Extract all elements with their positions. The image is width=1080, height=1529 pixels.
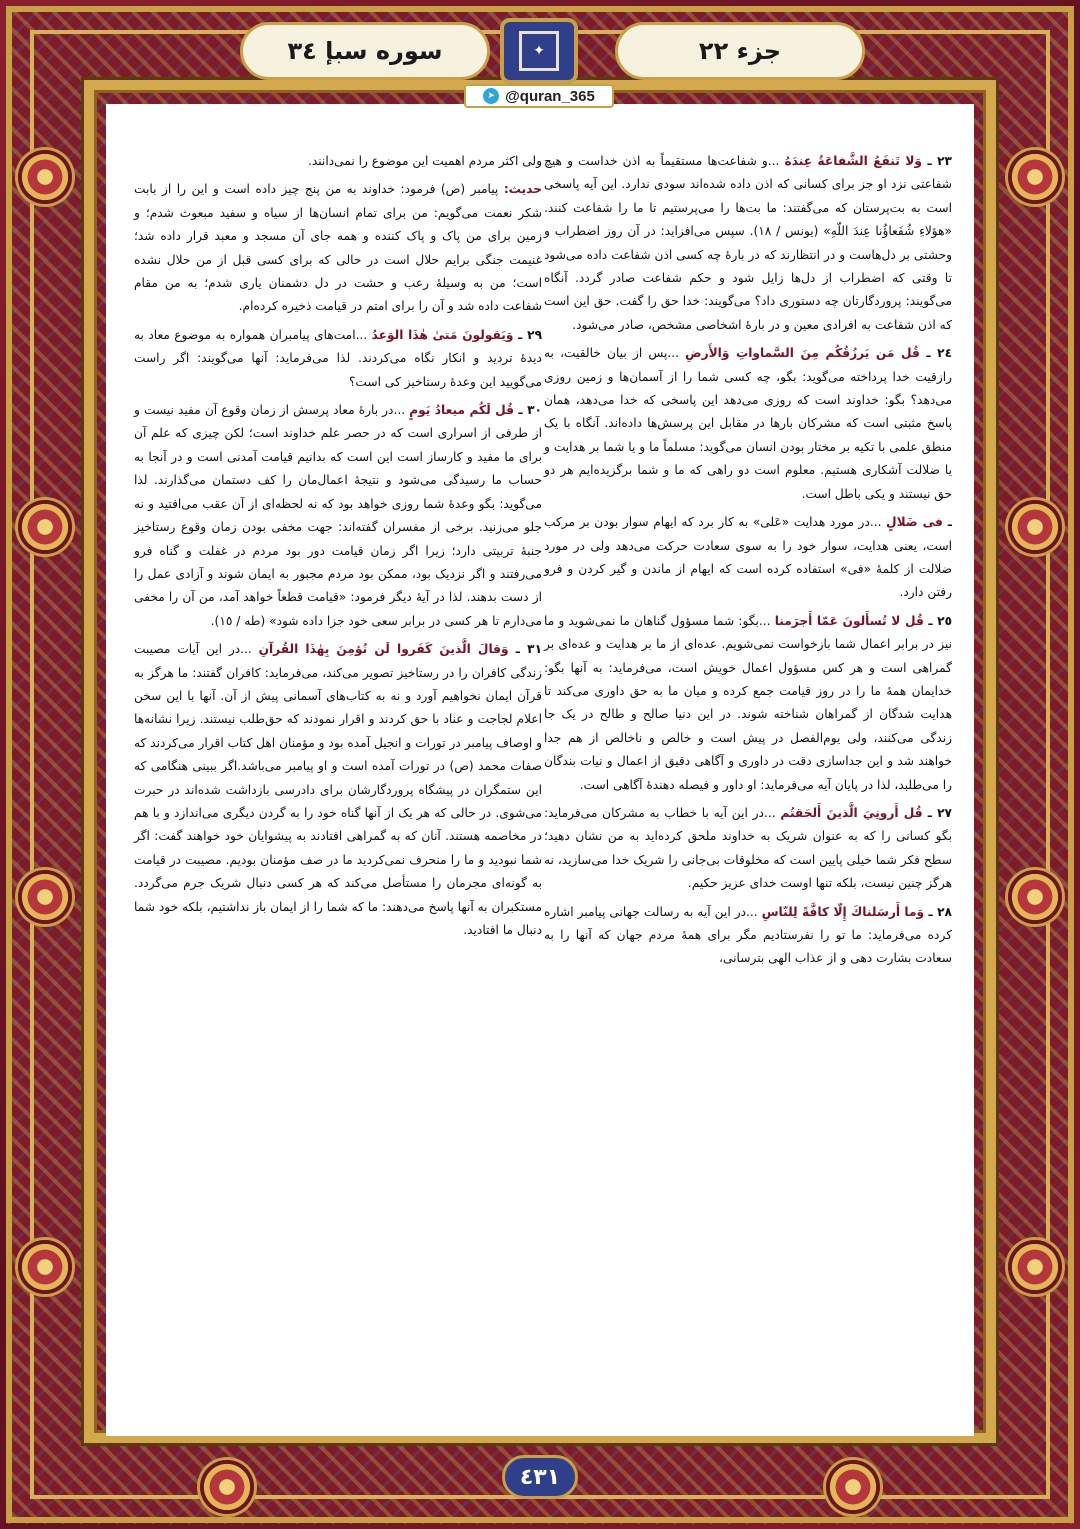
- commentary-paragraph: [134, 150, 542, 173]
- commentary-text: ولی اکثر مردم اهمیت این موضوع را نمی‌دانند.: [307, 154, 542, 168]
- verse-number: ٢٨ ـ: [924, 904, 952, 919]
- verse-arabic: وَقالَ الَّذينَ كَفَروا لَن نُؤمِنَ بِهٰذَا القُرآنِ: [258, 642, 509, 657]
- hadith-label: حدیث:: [503, 182, 542, 197]
- right-medallion-icon: [1008, 500, 1062, 554]
- left-medallion-icon: [18, 870, 72, 924]
- verse-number: ٢٧ ـ: [922, 805, 952, 820]
- commentary-paragraph: [544, 802, 952, 896]
- verse-number: ـ: [942, 515, 952, 530]
- right-medallion-icon: [1008, 870, 1062, 924]
- verse-arabic: وَما أَرسَلناكَ إِلّا كافَّةً لِلنّاسِ: [761, 904, 925, 919]
- commentary-paragraph: [134, 324, 542, 394]
- left-medallion-icon: [18, 1240, 72, 1294]
- logo: [500, 18, 578, 84]
- commentary-text: ...در بارهٔ معاد پرسش از زمان وقوع آن مفید نیست و از طرفی از اسراری است که در حصر علم خداوند است؛ لکن چیزی که علم آن برای ما مفید و کارساز است این است که بدانیم قیامت آمدنی است و در آنجا به حساب ما رسیدگی می‌شود و نتیجهٔ اعمال‌مان را کف دستمان می‌گذارند. لذا می‌گوید: بگو وعدهٔ شما روزی خواهد بود که نه لحظه‌ای از آن عقب می‌افتید و نه جلو می‌زنید. برخی از مفسران گفته‌اند: جهت مخفی بودن زمان وقوع رستاخیز جنبهٔ تربیتی دارد؛ زیرا اگر زمان قیامت دور بود مردم در غفلت و گناه فرو می‌رفتند و اگر نزدیک بود، ممکن بود مردم مجبور به ایمان شوند و آزادی عمل را از دست بدهند. لذا در آیهٔ دیگر فرمود: «قیامت قطعاً خواهد آمد، من آن را مخفی می‌دارم تا هر کسی در برابر سعی خود جزا داده شود» (طه / ١٥).: [134, 403, 542, 628]
- commentary-paragraph: [134, 399, 542, 633]
- page-number: ٤٣١: [502, 1455, 578, 1499]
- channel-tag[interactable]: [464, 84, 614, 108]
- commentary-text: پیامبر (ص) فرمود: خداوند به من پنج چیز داده است و این را از بابت شکر نعمت می‌گویم: من برای تمام انسان‌ها از سیاه و سفید مبعوث شدم؛ و زمین برای من پاک و پاک کننده و همه جای آن مسجد و معبد قرار داده شد؛ غنیمت جنگی برایم حلال است در حالی که برای کسی قبل از من حلال نشده است؛ من به وسیلهٔ رعب و حشت در دل دشمنان یاری شدم؛ به من مقام شفاعت داده شد و آن را برای امتم در قیامت ذخیره کرده‌ام.: [134, 182, 542, 314]
- right-medallion-icon: [1008, 150, 1062, 204]
- bottom-medallion-icon: [826, 1460, 880, 1514]
- verse-arabic: قُل أَرونِيَ الَّذينَ أَلحَقتُم: [780, 805, 923, 820]
- commentary-paragraph: [134, 178, 542, 318]
- surah-label: سوره سبإ ٣٤: [287, 37, 443, 65]
- calligraphy-logo-icon: ✦: [519, 31, 559, 71]
- juz-label-box: [615, 22, 865, 80]
- commentary-paragraph: [544, 511, 952, 605]
- commentary-paragraph: [544, 342, 952, 506]
- left-medallion-icon: [18, 500, 72, 554]
- bottom-medallion-icon: [200, 1460, 254, 1514]
- verse-number: ٣١ ـ: [508, 642, 543, 657]
- left-column: [134, 150, 542, 947]
- verse-arabic: قُل لَكُم ميعادُ يَومٍ: [409, 403, 515, 418]
- commentary-paragraph: [544, 901, 952, 971]
- verse-arabic: قُل لا تُسأَلونَ عَمّا أَجرَمنا: [774, 613, 924, 628]
- juz-label: جزء ٢٢: [698, 37, 782, 65]
- commentary-text: ...پس از بیان خالقیت، به رازقیت خدا پرداخته می‌گوید: بگو، چه کسی شما را از آسمان‌ها و زمین روزی می‌دهد؟ بگو: خداوند است که روزی می‌دهد این پاسخی که خدا می‌دهد، همان پاسخ مثبتی است که مشرکان بارها در مقابل این پرسش‌ها داده‌اند. آنگاه با یک منطق علمی با تکیه بر مختار بودن انسان می‌گوید: مسلماً ما و یا شما بر هدایت و یا ضلالت آشکاری هستیم. معلوم است دو راهی که ما و شما برگزیده‌ایم هر دو حق نیستند و یکی باطل است.: [544, 346, 952, 501]
- verse-arabic: فى ضَلالٍ: [886, 515, 943, 530]
- telegram-icon: ➤: [483, 88, 499, 104]
- commentary-text: ...بگو: شما مسؤول گناهان ما نمی‌شوید و ما نیز در برابر اعمال شما بازخواست نمی‌شویم. عده‌ای از ما بر هدایت و عده‌ای بر گمراهی است و هر کس مسؤول اعمال خویش است، می‌فرماید: به آنها بگو: خدایمان همهٔ ما را در روز قیامت جمع کرده و میان ما به حق داوری می‌کند تا هدایت شدگان از گمراهان شناخته شوند. در این دنیا صالح و طالح در یک جا زندگی می‌کنند، ولی یوم‌الفصل در پیش است و خالص و ناخالص از هم جدا خواهند شد و این جداسازی دقت در داوری و آگاهی دقیق از اعمال و نیات بندگان را می‌طلبد، لذا در پایان آیه می‌فرماید: او داور و فیصله دهندهٔ آگاهی است.: [544, 613, 952, 792]
- verse-arabic: وَلا تَنفَعُ الشَّفاعَةُ عِندَهُ: [784, 154, 922, 168]
- commentary-text: ...و شفاعت‌ها مستقیماً به اذن خداست و هیچ شفاعتی نزد او جز برای کسانی که اذن داده شده‌اند سودی ندارد. این آیه پاسخی است به بت‌پرستان که می‌گفتند: ما بت‌ها را می‌پرستیم تا ما را شفاعت کنند. «هؤلاءِ شُفَعاؤُنا عِندَ اللّهِ» (یونس / ١٨). سپس می‌افزاید: در آن روز اضطراب و وحشتی بر دل‌هاست و در انتظارند که در بارهٔ چه کسی اذن شفاعت داده می‌شود تا وقتی که اضطراب از دل‌ها زایل شود و حکم شفاعت صادر گردد. آنگاه می‌گویند: پروردگارتان چه دستوری داد؟ می‌گویند: خدا حق را گفت. حق این است که اذن شفاعت به افرادی معین و در بارهٔ اشخاصی مشخص، صادر می‌شود.: [544, 154, 952, 332]
- commentary-paragraph: [544, 150, 952, 337]
- right-column: [544, 150, 952, 976]
- verse-number: ٢٩ ـ: [513, 327, 543, 342]
- channel-handle: @quran_365: [505, 87, 595, 105]
- verse-number: ٢٤ ـ: [919, 346, 953, 361]
- commentary-text: ...در این آیات مصیبت زندگی کافران را در رستاخیز تصویر می‌کند، می‌فرماید: کافران گفتند: ما هرگز به قرآن ایمان نخواهیم آورد و نه به کتاب‌های آسمانی پیش از آن. آنها با این سخن اعلام لجاجت و عناد با حق کردند و اقرار نمودند که حق‌طلب نیستند. زیرا نشانه‌ها و اوصاف پیامبر در تورات و انجیل آمده بود و مؤمنان اهل کتاب اقرار می‌کردند که صفات محمد (ص) در تورات آمده است و او پیامبر مى‌باشد.اگر ببینی هنگامی که این ستمگران در پیشگاه پروردگارشان برای دادرسی بازداشت شده‌اند در حیرت می‌شوی. در حالی که هر یک از آنها گناه خود را به گردن دیگری می‌اندازد و با هم در مخاصمه هستند. آنان که به گمراهی افتادند به پیشوایان خود خواهند گفت: اگر شما نبودید و ما را منحرف نمی‌کردید ما در صف مؤمنان بودیم. مصیبت در قیامت به گونه‌ای مجرمان را مستأصل می‌کند که هر کسی دنبال شریک جرم می‌گردد. مستکبران به آنها پاسخ می‌دهند: ما که شما را از ایمان باز نداشتیم، بلکه خود شما دنبال ما افتادید.: [134, 642, 542, 937]
- verse-number: ٣٠ ـ: [514, 403, 542, 418]
- surah-label-box: [240, 22, 490, 80]
- verse-arabic: وَيَقولونَ مَتىٰ هٰذَا الوَعدُ: [371, 327, 514, 342]
- commentary-text: ...در این آیه با خطاب به مشرکان می‌فرماید: بگو کسانی را که به عنوان شریک به خداوند ملحق کرده‌اید به من نشان دهید؛ سطح فکر شما خیلی پایین است که مخلوقات بی‌جانی را شریک خدا می‌سازید، نه هرگز چنین نیست، بلکه تنها اوست خدای عزیز حکیم.: [544, 805, 952, 891]
- right-medallion-icon: [1008, 1240, 1062, 1294]
- left-medallion-icon: [18, 150, 72, 204]
- commentary-text: ...امت‌های پیامبران همواره به موضوع معاد به دیدهٔ تردید و انکار نگاه می‌کردند. لذا می‌فرماید: آنها می‌گویند: اگر راست می‌گویید این وعدهٔ رستاخیز کی است؟: [134, 327, 542, 389]
- verse-number: ٢٥ ـ: [923, 613, 953, 628]
- commentary-text: ...در این آیه به رسالت جهانی پیامبر اشاره کرده می‌فرماید: ما تو را نفرستادیم مگر برای همهٔ مردم جهان که آنها را به سعادت بشارت دهی و از عذاب الهی بترسانی،: [544, 904, 952, 966]
- verse-number: ٢٣ ـ: [921, 154, 952, 168]
- commentary-paragraph: [544, 610, 952, 797]
- verse-arabic: قُل مَن يَرزُقُكُم مِنَ السَّماواتِ وَالأَرضِ: [685, 346, 920, 361]
- commentary-paragraph: [134, 638, 542, 942]
- commentary-text: ...در مورد هدایت «عَلى» به کار برد که ایهام سوار بودن بر مرکب است، یعنی هدایت، سوار خود را به سوی سعادت حرکت می‌دهد ولی در مورد ضلالت از کلمهٔ «فى» استفاده کرده است که ایهام از ماندن و گیر کردن و فرو رفتن دارد.: [544, 515, 952, 600]
